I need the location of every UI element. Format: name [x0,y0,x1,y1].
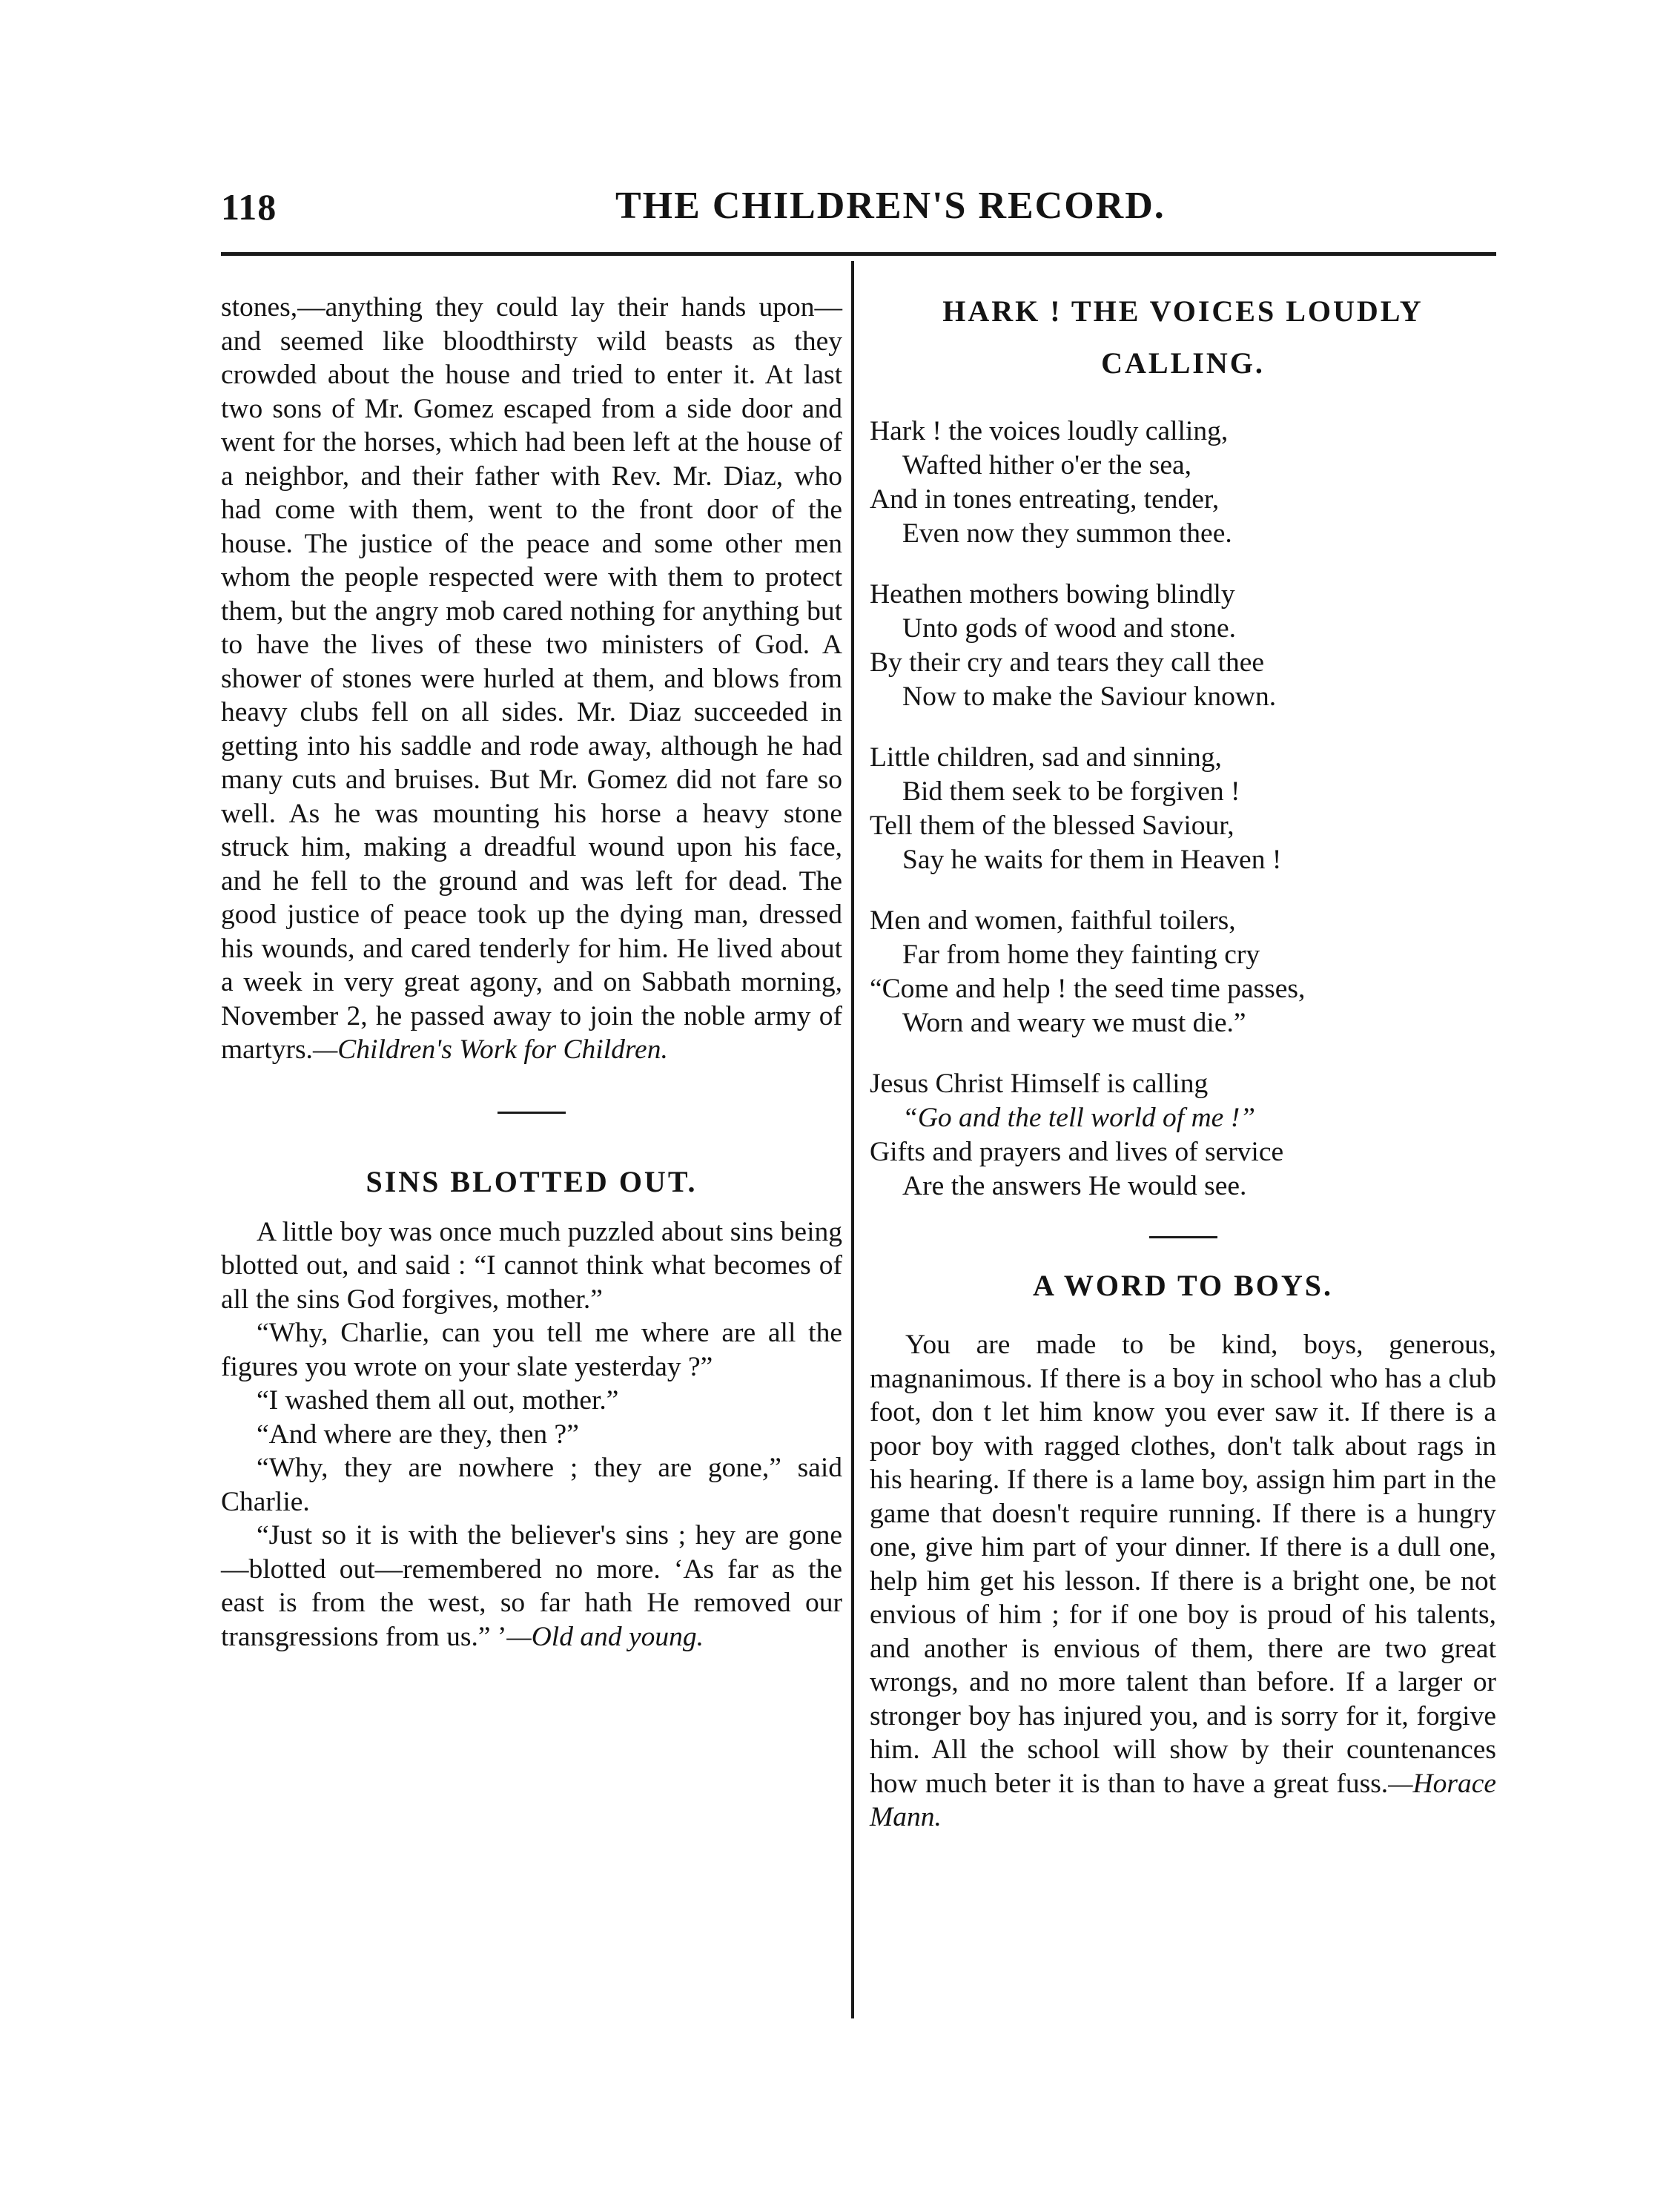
hymn-stanza [870,415,1496,551]
story-paragraph: A little boy was once much puzzled about sins being blotted out, and said : “I cannot think what becomes of all the sins God forgives, mother.” [221,1216,842,1315]
hymn-line: Worn and weary we must die.” [902,1008,1246,1038]
hymn-line: Far from home they fainting cry [902,940,1260,970]
story-source: —Old and young. [506,1621,704,1652]
article-paragraph [870,1328,1496,1835]
hymn-line: Jesus Christ Himself is calling [870,1069,1209,1099]
hymn-line: Tell them of the blessed Saviour, [870,810,1234,841]
hymn-title [870,285,1496,389]
hymn-stanza [870,1067,1496,1204]
story-paragraph: “And where are they, then ?” [257,1419,579,1450]
article-text: You are made to be kind, boys, generous, magnanimous. If there is a boy in school who has a club foot, don t let him know you ever saw it. If there is a poor boy with ragged clothes, don't talk about rags in his hearing. If there is a lame boy, assign him part in the game that doesn't require running. If there is a hungry one, give him part of your dinner. If there is a dull one, help him get his lesson. If there is a bright one, be not envious of him ; for if one boy is proud of his talents, and another is envious of them, there are two great wrongs, and no more talent than before. If a larger or stronger boy has injured you, and is sorry for it, forgive him. All the school will show by their countenances how much beter it is than to have a great fuss. [870,1330,1496,1799]
hymn-line: And in tones entreating, tender, [870,484,1220,515]
section-divider [498,1112,566,1114]
hymn-line: Bid them seek to be forgiven ! [902,776,1240,807]
column-divider [851,261,854,2018]
hymn-stanza [870,741,1496,877]
story-paragraph-text: “Just so it is with the believer's sins ; hey are gone—blotted out—remembered no more. ‘As far as the east is from the west, so far hath He removed our transgressions from us.” ’ [221,1520,842,1652]
page-header [0,0,1666,252]
right-column [870,285,1496,1835]
hymn-line: Are the answers He would see. [902,1171,1247,1201]
continued-article-text: stones,—anything they could lay their hands upon—and seemed like bloodthirsty wild beasts as they crowded about the house and tried to enter it. At last two sons of Mr. Gomez escaped from a side door and went for the horses, which had been left at the house of a neighbor, and their father with Rev. Mr. Diaz, who had come with them, went to the front door of the house. The justice of the peace and some other men whom the people respected were with them to protect them, but the angry mob cared nothing for anything but to have the lives of these two ministers of God. A shower of stones were hurled at them, and blows from heavy clubs fell on all sides. Mr. Diaz succeeded in getting into his saddle and rode away, although he had many cuts and bruises. But Mr. Gomez did not fare so well. As he was mounting his horse a heavy stone struck him, making a dreadful wound upon his face, and he fell to the ground and was left for dead. The good justice of peace took up the dying man, dressed his wounds, and cared tenderly for him. He lived about a week in very great agony, and on Sabbath morning, November 2, he passed away to join the noble army of martyrs. [221,292,842,1065]
hymn-line: Wafted hither o'er the sea, [902,450,1192,481]
page-number: 118 [221,186,277,228]
hymn-line: Gifts and prayers and lives of service [870,1137,1284,1167]
hymn-line: By their cry and tears they call thee [870,647,1265,678]
hymn-line: Men and women, faithful toilers, [870,905,1236,936]
hymn-line: “Come and help ! the seed time passes, [870,974,1306,1004]
hymn-line: Little children, sad and sinning, [870,742,1222,773]
hymn-line: Heathen mothers bowing blindly [870,579,1235,610]
story-paragraph [221,1519,842,1654]
running-title: THE CHILDREN'S RECORD. [615,185,1166,227]
hymn-line: Say he waits for them in Heaven ! [902,845,1282,875]
section-divider [1149,1236,1217,1238]
hymn-line: “Go and the tell world of me !” [902,1103,1256,1133]
story-title: SINS BLOTTED OUT. [366,1164,698,1198]
hymn-line: Unto gods of wood and stone. [902,613,1236,644]
article-title: A WORD TO BOYS. [1032,1269,1334,1302]
hymn-line: Now to make the Saviour known. [902,681,1277,712]
hymn-line: Hark ! the voices loudly calling, [870,416,1229,446]
header-rule [221,252,1496,256]
story-paragraph: “Why, Charlie, can you tell me where are all the figures you wrote on your slate yesterday ?” [221,1318,842,1382]
story-paragraph: “I washed them all out, mother.” [257,1385,619,1416]
hymn-stanza [870,904,1496,1040]
continued-article [221,291,842,1067]
article-source: —Horace Mann. [870,1768,1496,1832]
hymn-stanza [870,578,1496,714]
continued-article-source: —Children's Work for Children. [312,1034,668,1065]
hymn-title-line-2: CALLING. [1101,346,1265,380]
left-column [221,291,842,1654]
story-paragraph: “Why, they are nowhere ; they are gone,” said Charlie. [221,1453,842,1517]
hymn-title-line-1: HARK ! THE VOICES LOUDLY [942,294,1424,328]
hymn-line: Even now they summon thee. [902,518,1232,549]
